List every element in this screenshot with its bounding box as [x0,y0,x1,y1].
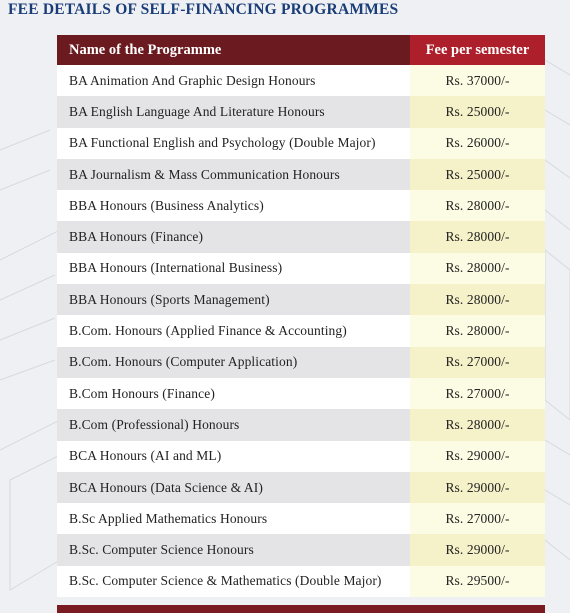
page-title: FEE DETAILS OF SELF-FINANCING PROGRAMMES [8,1,399,18]
programme-name-cell: B.Sc Applied Mathematics Honours [57,503,410,534]
programme-name-cell: B.Com Honours (Finance) [57,378,410,409]
fee-table-body [57,65,545,597]
table-row [57,96,545,127]
fee-cell: Rs. 29000/- [410,534,545,565]
fee-cell: Rs. 28000/- [410,315,545,346]
programme-name-cell: BA Journalism & Mass Communication Honours [57,159,410,190]
column-header-programme: Name of the Programme [57,35,410,65]
fee-cell: Rs. 25000/- [410,159,545,190]
programme-name-cell: BA Animation And Graphic Design Honours [57,65,410,96]
programme-name-cell: BA Functional English and Psychology (Double Major) [57,128,410,159]
table-row [57,315,545,346]
programme-name-cell: BCA Honours (Data Science & AI) [57,472,410,503]
programme-name-cell: B.Sc. Computer Science Honours [57,534,410,565]
programme-name-cell: BCA Honours (AI and ML) [57,441,410,472]
fee-cell: Rs. 29000/- [410,472,545,503]
table-row [57,253,545,284]
fee-cell: Rs. 29500/- [410,566,545,597]
fee-cell: Rs. 28000/- [410,221,545,252]
fee-cell: Rs. 28000/- [410,190,545,221]
fee-table [57,35,545,597]
fee-cell: Rs. 27000/- [410,503,545,534]
programme-name-cell: BBA Honours (Finance) [57,221,410,252]
programme-name-cell: B.Com. Honours (Applied Finance & Accounting) [57,315,410,346]
fee-cell: Rs. 37000/- [410,65,545,96]
programme-name-cell: BA English Language And Literature Honours [57,96,410,127]
programme-name-cell: BBA Honours (International Business) [57,253,410,284]
table-row [57,441,545,472]
table-row [57,221,545,252]
table-header-row [57,35,545,65]
table-row [57,128,545,159]
table-row [57,409,545,440]
fee-cell: Rs. 25000/- [410,96,545,127]
fee-cell: Rs. 28000/- [410,284,545,315]
programme-name-cell: B.Com. Honours (Computer Application) [57,347,410,378]
table-row [57,534,545,565]
fee-cell: Rs. 26000/- [410,128,545,159]
programme-name-cell: BBA Honours (Business Analytics) [57,190,410,221]
table-row [57,284,545,315]
table-row [57,190,545,221]
table-row [57,378,545,409]
fee-cell: Rs. 27000/- [410,378,545,409]
programme-name-cell: B.Sc. Computer Science & Mathematics (Double Major) [57,566,410,597]
table-row [57,65,545,96]
table-row [57,472,545,503]
table-row [57,503,545,534]
fee-cell: Rs. 27000/- [410,347,545,378]
table-row [57,159,545,190]
fee-cell: Rs. 29000/- [410,441,545,472]
fee-cell: Rs. 28000/- [410,253,545,284]
column-header-fee: Fee per semester [410,35,545,65]
programme-name-cell: BBA Honours (Sports Management) [57,284,410,315]
table-row [57,347,545,378]
fee-cell: Rs. 28000/- [410,409,545,440]
programme-name-cell: B.Com (Professional) Honours [57,409,410,440]
table-row [57,566,545,597]
table-footer-bar [57,605,545,613]
